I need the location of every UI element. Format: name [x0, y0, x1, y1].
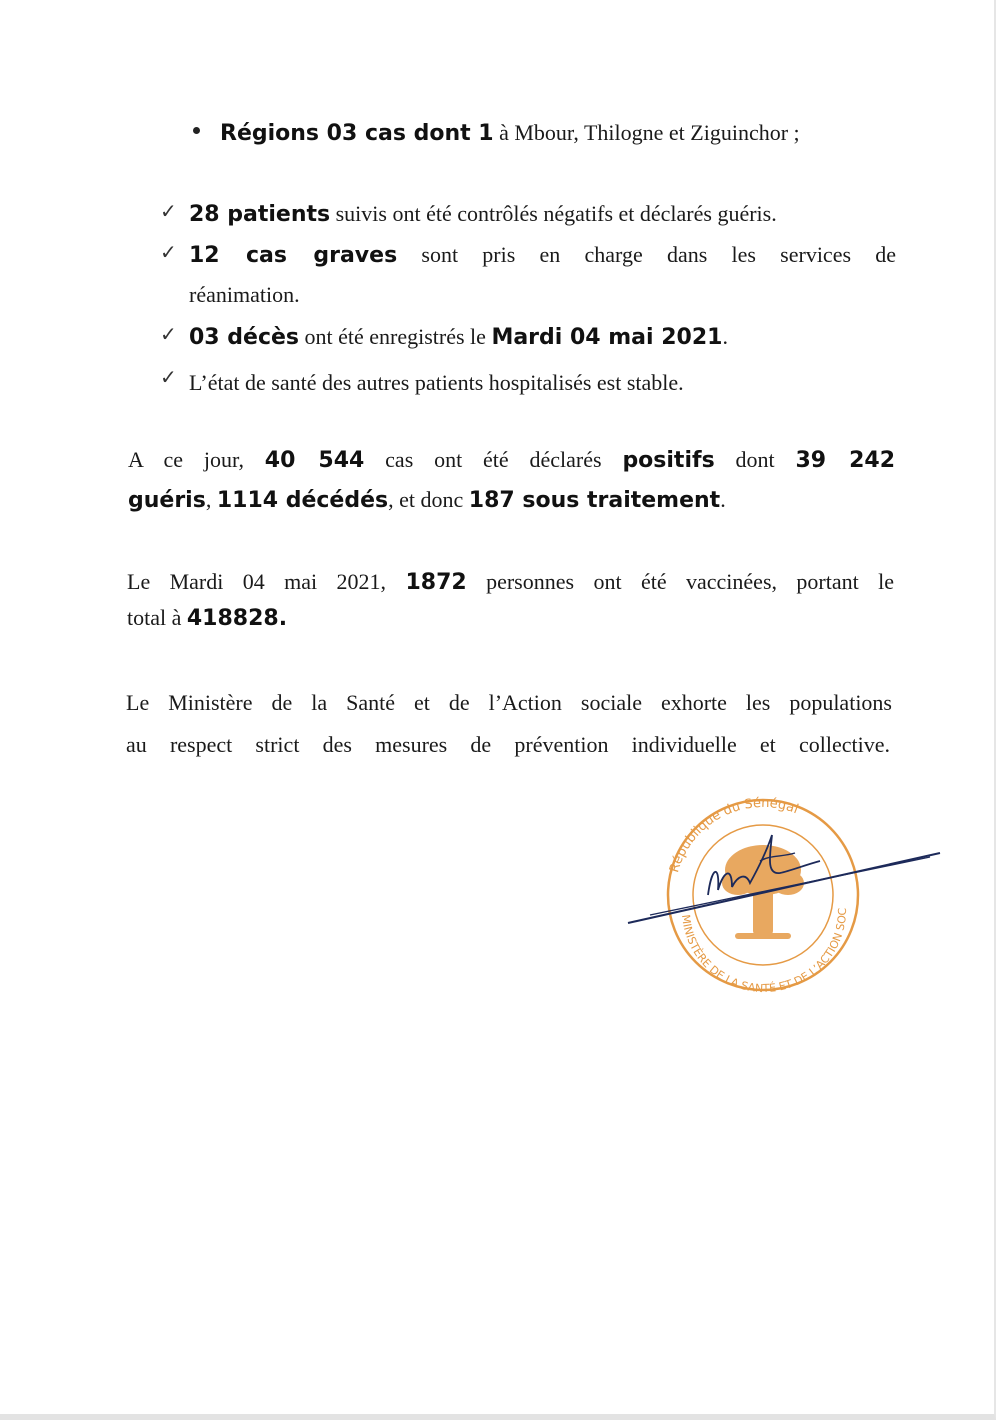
item-bold: 03 décès — [189, 325, 299, 350]
stamp-inner-text: MINISTÈRE DE LA SANTÉ ET DE L’ACTION SOC — [679, 907, 850, 995]
checkmark-icon: ✓ — [160, 199, 177, 223]
summary-positive-label: positifs — [622, 448, 715, 473]
item-text: ont été enregistrés le — [299, 324, 492, 349]
item-bold: 28 patients — [189, 202, 331, 227]
summary-line-2 — [128, 485, 726, 516]
exhortation-text: au respect strict des mesures de prévention individuelle et collective. — [126, 732, 890, 757]
vaccination-text: Le Mardi 04 mai 2021, — [127, 569, 406, 594]
item-text: sont pris en charge dans les services de — [397, 242, 897, 267]
summary-text: dont — [714, 447, 796, 472]
checklist-item — [189, 199, 777, 230]
vaccination-line-1 — [127, 567, 894, 598]
regions-label: Régions 03 cas dont 1 — [220, 121, 494, 146]
summary-recovered-label: guéris — [128, 488, 206, 513]
checklist-item — [189, 240, 896, 271]
vaccinated-count: 1872 — [405, 570, 467, 595]
vaccination-text: personnes ont été vaccinées, portant le — [466, 569, 894, 594]
official-stamp — [620, 795, 950, 995]
regions-line — [220, 118, 800, 149]
summary-deaths: 1114 décédés — [216, 488, 389, 513]
exhortation-text: Le Ministère de la Santé et de l’Action sociale exhorte les populations — [126, 690, 892, 715]
summary-text: A ce jour, — [128, 447, 265, 472]
summary-text: , — [205, 487, 217, 512]
summary-positive-count: 40 544 — [264, 448, 365, 473]
checklist-item — [189, 368, 684, 398]
checkmark-icon: ✓ — [160, 322, 177, 346]
stamp-seal-icon — [620, 795, 950, 995]
vaccination-line-2 — [127, 603, 287, 634]
item-bold: 12 cas graves — [189, 243, 398, 268]
checkmark-icon: ✓ — [160, 240, 177, 264]
item-date: Mardi 04 mai 2021 — [491, 325, 723, 350]
summary-text: , et donc — [388, 487, 469, 512]
item-text: suivis ont été contrôlés négatifs et déclarés guéris. — [330, 201, 777, 226]
regions-text: à Mbour, Thilogne et Ziguinchor ; — [493, 120, 800, 145]
exhortation-line-2 — [126, 730, 890, 760]
summary-recovered-count: 39 242 — [795, 448, 896, 473]
summary-text: . — [720, 487, 726, 512]
summary-line-1 — [128, 445, 895, 476]
vaccination-text: total à — [127, 605, 187, 630]
item-text: réanimation. — [189, 282, 300, 307]
svg-text:MINISTÈRE DE LA SANTÉ ET DE L’ — [620, 795, 849, 995]
summary-text: cas ont été déclarés — [364, 447, 623, 472]
summary-under-treatment: 187 sous traitement — [468, 488, 721, 513]
item-text: L’état de santé des autres patients hospitalisés est stable. — [189, 370, 684, 395]
bullet-icon — [193, 127, 200, 134]
checklist-item-continuation — [189, 280, 300, 310]
item-tail: . — [722, 324, 728, 349]
checkmark-icon: ✓ — [160, 365, 177, 389]
stamp-outer-text: République du Sénégal — [667, 795, 801, 875]
vaccination-total: 418828. — [186, 606, 288, 631]
exhortation-line-1 — [126, 688, 892, 718]
checklist-item — [189, 322, 728, 353]
